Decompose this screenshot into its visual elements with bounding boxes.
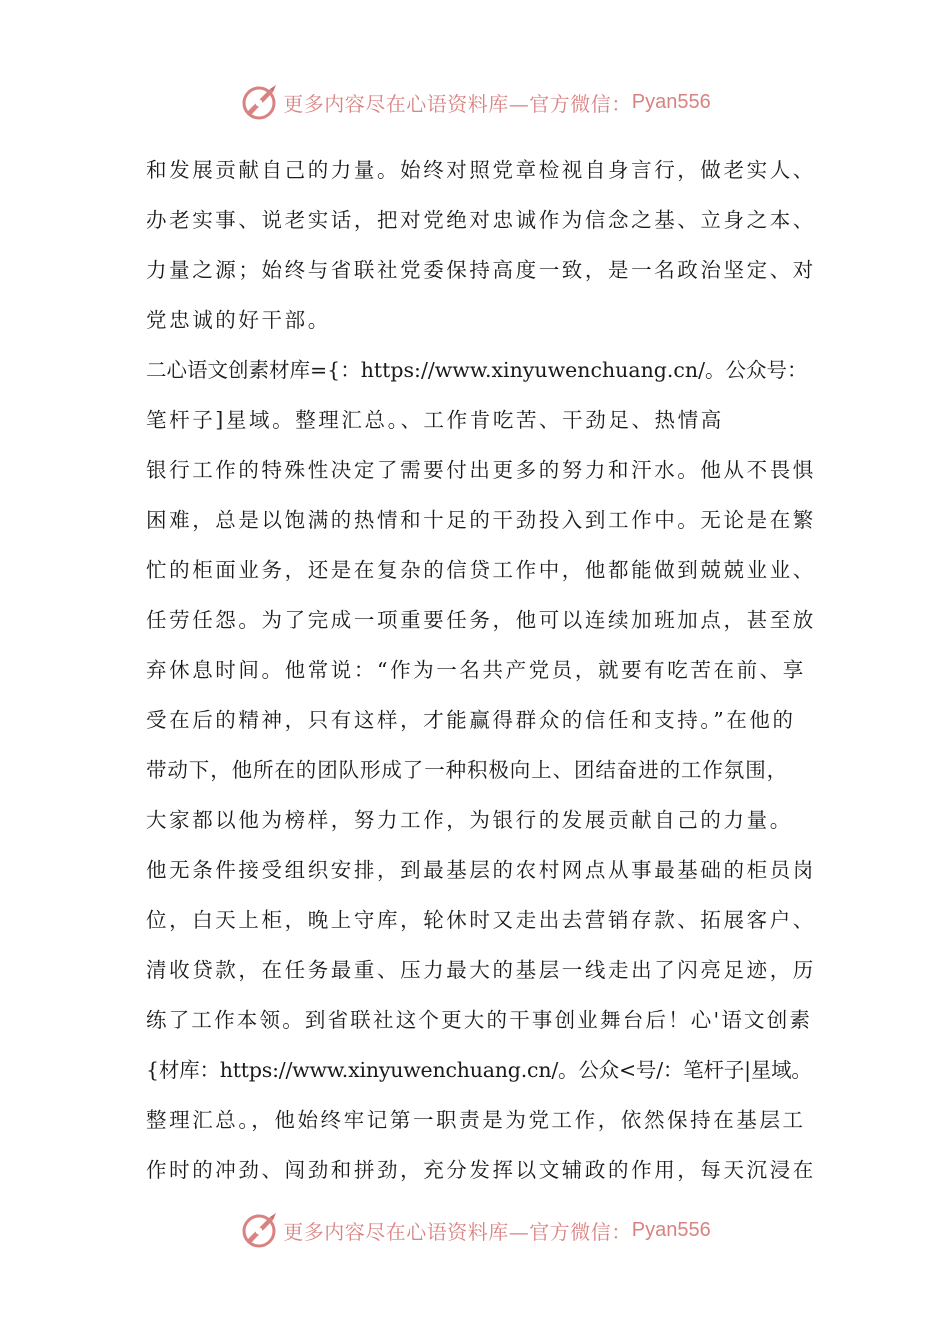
text-line: 位，白天上柜，晚上守库，轮休时又走出去营销存款、拓展客户、 (146, 908, 816, 932)
text-line: 弃休息时间。他常说：“作为一名共产党员，就要有吃苦在前、享 (146, 658, 806, 682)
text-line: 练了工作本领。到省联社这个更大的干事创业舞台后！心'语文创素 (146, 1008, 813, 1032)
text-line: 带动下，他所在的团队形成了一种积极向上、团结奋进的工作氛围， (146, 758, 788, 782)
header-wechat-id: Pyan556 (631, 90, 711, 113)
text-line: 他无条件接受组织安排，到最基层的农村网点从事最基础的柜员岗 (146, 858, 816, 882)
text-line: 党忠诚的好干部。 (146, 308, 331, 332)
text-line-source: 二心语文创素材库={：https://www.xinyuwenchuang.cn/。公众号： (146, 358, 808, 382)
document-body (146, 150, 816, 1200)
footer-wechat-id: Pyan556 (631, 1218, 711, 1241)
text-line: 整理汇总。，他始终牢记第一职责是为党工作，依然保持在基层工 (146, 1108, 806, 1132)
text-line: 和发展贡献自己的力量。始终对照党章检视自身言行，做老实人、 (146, 158, 816, 182)
text-line: 受在后的精神，只有这样，才能赢得群众的信任和支持。”在他的 (146, 708, 796, 732)
text-line: 作时的冲劲、闯劲和拼劲，充分发挥以文辅政的作用，每天沉浸在 (146, 1158, 816, 1182)
footer-brand-text: 更多内容尽在心语资料库—官方微信： (283, 1219, 632, 1244)
text-line: 任劳任怨。为了完成一项重要任务，他可以连续加班加点，甚至放 (146, 608, 816, 632)
text-line-source: {材库：https://www.xinyuwenchuang.cn/。公众<号/：笔杆子|星域。 (146, 1058, 812, 1082)
header-watermark (0, 78, 950, 126)
text-line: 清收贷款，在任务最重、压力最大的基层一线走出了闪亮足迹，历 (146, 958, 816, 982)
text-line: 银行工作的特殊性决定了需要付出更多的努力和汗水。他从不畏惧 (146, 458, 816, 482)
text-line: 大家都以他为榜样，努力工作，为银行的发展贡献自己的力量。 (146, 808, 793, 832)
text-line: 困难，总是以饱满的热情和十足的干劲投入到工作中。无论是在繁 (146, 508, 816, 532)
text-line: 忙的柜面业务，还是在复杂的信贷工作中，他都能做到兢兢业业、 (146, 558, 816, 582)
text-line: 笔杆子]星域。整理汇总。、工作肯吃苦、干劲足、热情高 (146, 408, 724, 432)
footer-watermark (0, 1206, 950, 1254)
quill-pen-circle-icon (239, 1210, 279, 1250)
text-line: 办老实事、说老实话，把对党绝对忠诚作为信念之基、立身之本、 (146, 208, 816, 232)
header-brand-text: 更多内容尽在心语资料库—官方微信： (283, 91, 632, 116)
text-line: 力量之源；始终与省联社党委保持高度一致，是一名政治坚定、对 (146, 258, 816, 282)
quill-pen-circle-icon (239, 82, 279, 122)
